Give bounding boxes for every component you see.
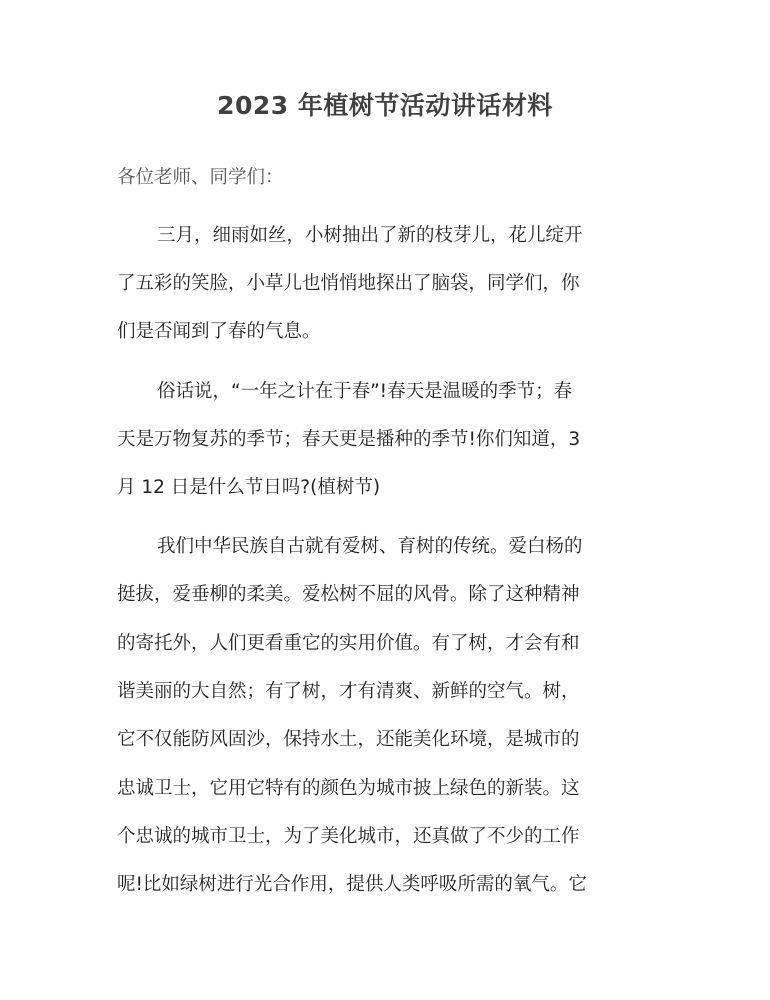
- document-title: 2023 年植树节活动讲话材料: [217, 91, 553, 120]
- text-line: 它不仅能防风固沙，保持水土，还能美化环境，是城市的: [117, 729, 580, 750]
- text-line: 三月，细雨如丝，小树抽出了新的枝芽儿，花儿绽开: [157, 225, 583, 246]
- text-line: 的寄托外，人们更看重它的实用价值。有了树，才会有和: [117, 633, 580, 654]
- text-line: 挺拔，爱垂柳的柔美。爱松树不屈的风骨。除了这种精神: [117, 584, 580, 605]
- text-line: 月 12 日是什么节日吗?(植树节): [117, 477, 381, 498]
- text-line: 了五彩的笑脸，小草儿也悄悄地探出了脑袋，同学们，你: [117, 273, 580, 294]
- salutation: 各位老师、同学们：: [117, 167, 284, 188]
- text-line: 们是否闻到了春的气息。: [117, 321, 321, 342]
- text-line: 天是万物复苏的季节；春天更是播种的季节!你们知道，3: [117, 429, 581, 450]
- text-line: 呢!比如绿树进行光合作用，提供人类呼吸所需的氧气。它: [117, 874, 587, 895]
- text-line: 谐美丽的大自然；有了树，才有清爽、新鲜的空气。树，: [117, 681, 580, 702]
- text-line: 我们中华民族自古就有爱树、育树的传统。爱白杨的: [157, 536, 583, 557]
- text-line: 俗话说，“一年之计在于春”!春天是温暖的季节；春: [157, 381, 573, 402]
- text-line: 个忠诚的城市卫士，为了美化城市，还真做了不少的工作: [117, 826, 580, 847]
- text-line: 忠诚卫士，它用它特有的颜色为城市披上绿色的新装。这: [117, 778, 580, 799]
